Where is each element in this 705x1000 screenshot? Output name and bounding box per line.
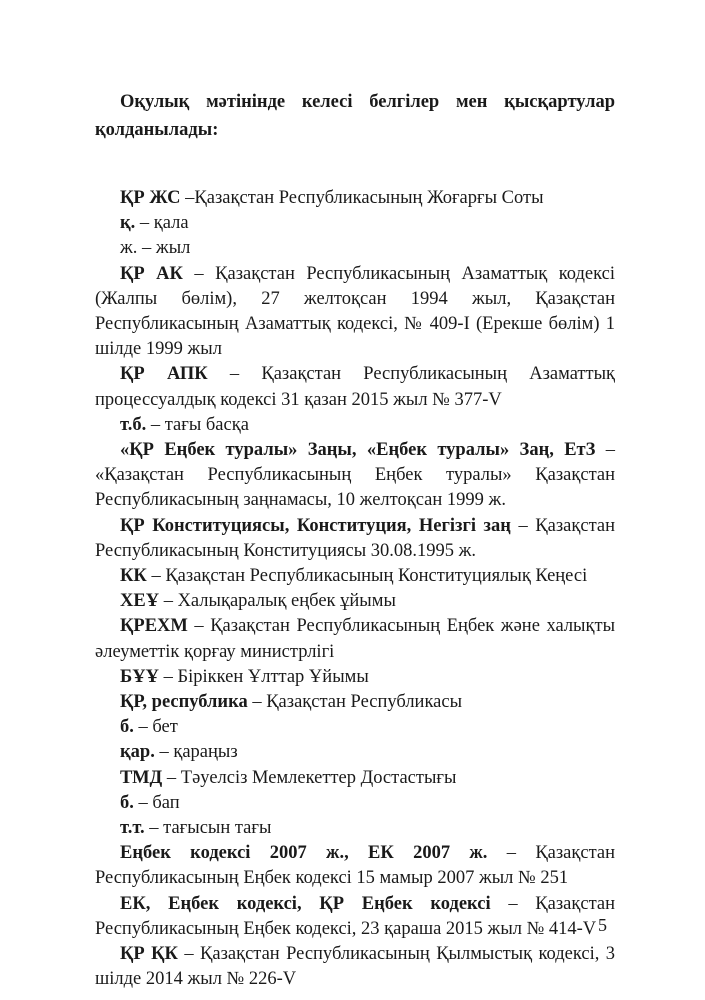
entry-term: ҚРЕХМ (120, 616, 188, 637)
entry-term: ҚР ЖС (120, 188, 181, 208)
intro-heading: Оқулық мәтінінде келесі белгілер мен қысқартулар қолданылады: (95, 92, 615, 140)
abbreviation-entry (95, 665, 615, 690)
entry-term: ҚР, республика (120, 692, 248, 713)
entry-separator: – (135, 213, 154, 234)
entry-definition: Қазақстан Республикасының Еңбек және халықты әлеуметтік қорғау министрлігі (95, 616, 615, 662)
entry-separator: – (595, 440, 616, 461)
abbreviation-entry (95, 841, 615, 891)
abbreviation-entry (95, 791, 615, 816)
entry-definition: тағысын тағы (163, 818, 272, 839)
entry-definition: Қазақстан Республикасының Жоғарғы Соты (194, 188, 544, 208)
entry-term: қ. (120, 213, 136, 234)
abbreviation-entry (95, 942, 615, 992)
abbreviation-entry (95, 589, 615, 614)
entry-definition: Қазақстан Республикасының Еңбек кодексі, 23 қараша 2015 жыл № 414-V (95, 893, 615, 939)
entry-separator: – (510, 515, 536, 536)
abbreviation-list (95, 186, 615, 993)
entry-definition: Қазақстан Республикасы (266, 692, 463, 713)
entry-term: КК (120, 566, 147, 587)
abbreviation-entry (95, 614, 615, 664)
page-number: 5 (598, 915, 607, 935)
entry-definition: Қазақстан Республикасының Конституциясы 30.08.1995 ж. (95, 515, 615, 561)
entry-term: т.т. (120, 818, 145, 839)
entry-separator: – (247, 692, 267, 713)
entry-definition: Қазақстан Республикасының Азаматтық кодексі (Жалпы бөлім), 27 желтоқсан 1994 жыл, Қазақстан Республикасының Азаматтық кодексі, № 409-І (Ерекше бөлім) 1 шілде 1999 жыл (95, 263, 616, 360)
entry-definition: бап (152, 792, 180, 813)
abbreviation-entry (95, 766, 615, 791)
entry-definition: Қазақстан Республикасының Азаматтық процессуалдық кодексі 31 қазан 2015 жыл № 377-V (95, 364, 616, 410)
entry-separator: – (146, 566, 166, 587)
entry-term: ХЕҰ (120, 591, 160, 612)
entry-term: ҚР ҚК (120, 944, 178, 965)
entry-definition: қараңыз (173, 742, 238, 763)
abbreviation-entry (95, 262, 615, 363)
abbreviation-entry (95, 514, 615, 564)
entry-separator: – (177, 944, 201, 965)
abbreviation-entry (95, 740, 615, 765)
entry-separator: – (154, 742, 174, 763)
entry-separator: – (182, 263, 216, 284)
abbreviation-entry (95, 715, 615, 740)
entry-term: ҚР Конституциясы, Конституция, Негізгі заң (120, 515, 511, 536)
entry-separator: – (144, 818, 164, 839)
entry-term: ҚР АК (120, 263, 183, 284)
abbreviation-entry (95, 236, 615, 261)
abbreviation-entry (95, 690, 615, 715)
entry-definition: бет (152, 717, 178, 738)
abbreviation-entry (95, 186, 615, 211)
abbreviation-entry (95, 413, 615, 438)
entry-definition: Тәуелсіз Мемлекеттер Достастығы (180, 767, 457, 788)
entry-separator: – (133, 792, 153, 813)
entry-separator: – (207, 364, 262, 385)
entry-term: т.б. (120, 414, 147, 435)
entry-separator: – (162, 767, 181, 788)
entry-term: Еңбек кодексі 2007 ж., ЕК 2007 ж. (120, 843, 488, 864)
entry-term: б. (120, 717, 134, 738)
entry-separator: – (187, 616, 211, 637)
abbreviation-entry (95, 362, 615, 412)
entry-term: ТМД (120, 767, 163, 788)
entry-term: ҚР АПК (120, 364, 208, 385)
page-content (95, 88, 615, 993)
abbreviation-entry (95, 816, 615, 841)
entry-separator: – (146, 414, 165, 435)
entry-definition: Қазақстан Республикасының Еңбек кодексі 15 мамыр 2007 жыл № 251 (95, 843, 616, 889)
entry-term: БҰҰ (120, 666, 159, 687)
entry-definition: Біріккен Ұлттар Ұйымы (177, 666, 369, 687)
entry-term: қар. (120, 742, 155, 763)
abbreviation-entry (95, 892, 615, 942)
entry-separator: – (487, 843, 536, 864)
entry-definition: ж. – жыл (120, 238, 191, 259)
entry-separator: – (180, 188, 195, 208)
entry-definition: қала (153, 213, 189, 234)
entry-term: «ҚР Еңбек туралы» Заңы, «Еңбек туралы» Заң, ЕтЗ (120, 440, 596, 461)
entry-definition: Қазақстан Республикасының Қылмыстық кодексі, 3 шілде 2014 жыл № 226-V (95, 944, 616, 990)
entry-term: б. (120, 792, 134, 813)
entry-separator: – (159, 591, 178, 612)
entry-definition: Қазақстан Республикасының Конституциялық Кеңесі (165, 566, 588, 587)
entry-separator: – (133, 717, 153, 738)
abbreviation-entry (95, 438, 615, 514)
abbreviation-entry (95, 211, 615, 236)
entry-separator: – (158, 666, 178, 687)
entry-definition: тағы басқа (164, 414, 249, 435)
entry-definition: Халықаралық еңбек ұйымы (177, 591, 396, 612)
entry-term: ЕК, Еңбек кодексі, ҚР Еңбек кодексі (120, 893, 491, 914)
entry-separator: – (490, 893, 536, 914)
entry-definition: «Қазақстан Республикасының Еңбек туралы» Қазақстан Республикасының заңнамасы, 10 желтоқсан 1999 ж. (95, 465, 615, 511)
abbreviation-entry (95, 564, 615, 589)
